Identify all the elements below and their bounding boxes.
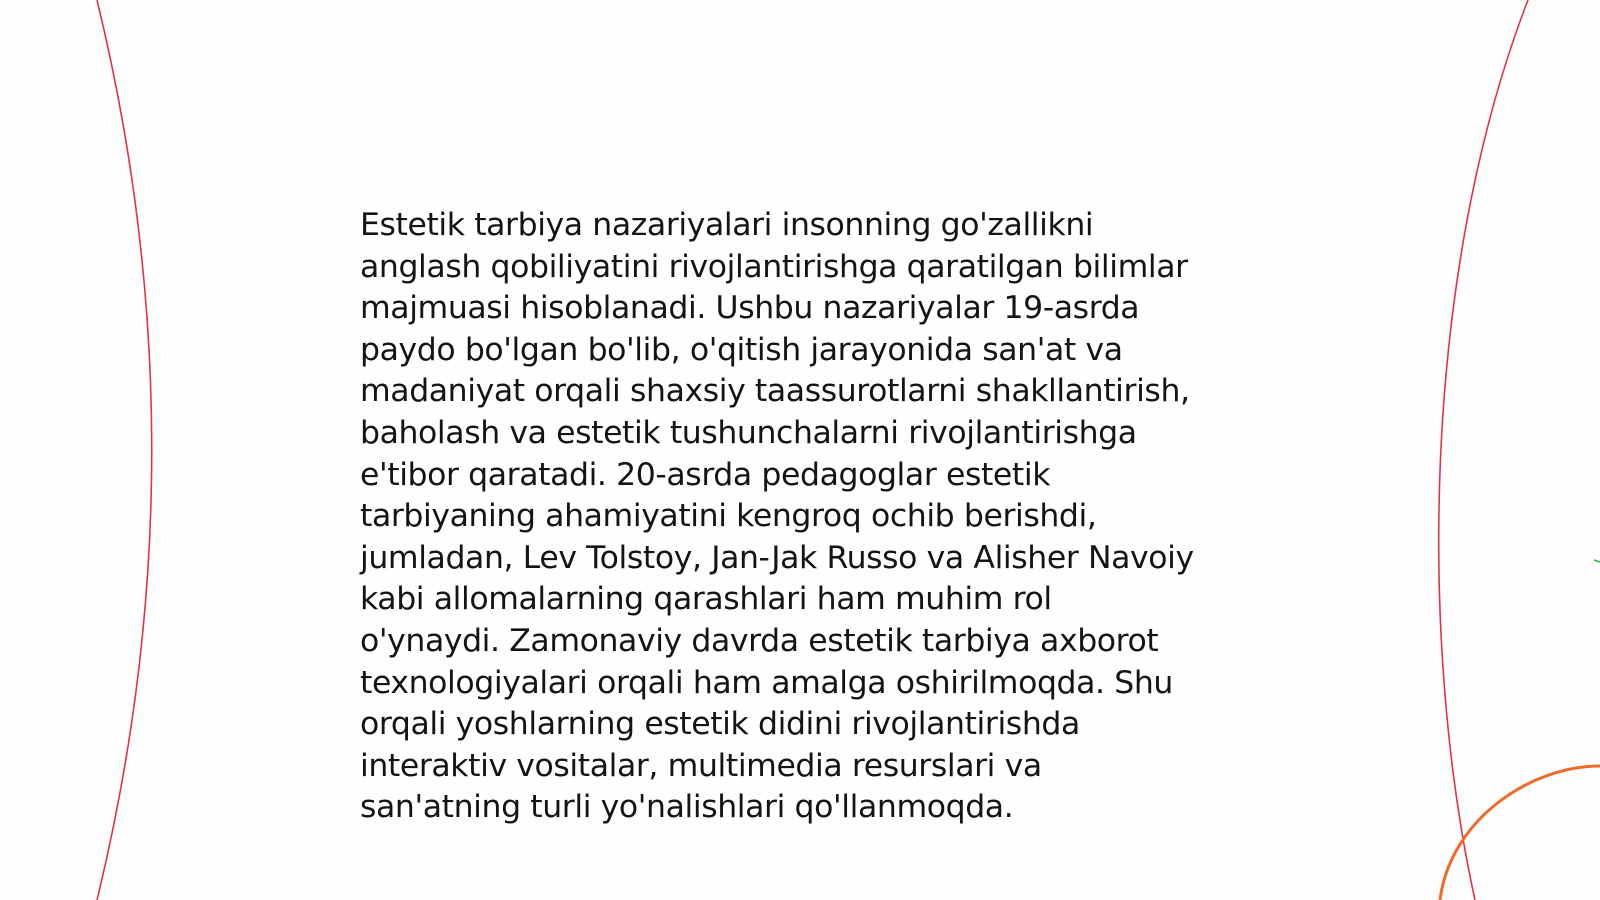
body-line: anglash qobiliyatini rivojlantirishga qaratilgan bilimlar — [360, 248, 1188, 285]
left-curve — [97, 0, 152, 900]
green-mark — [1594, 560, 1600, 562]
body-line: baholash va estetik tushunchalarni rivojlantirishga — [360, 414, 1137, 451]
body-line: tarbiyaning ahamiyatini kengroq ochib berishdi, — [360, 498, 1097, 535]
body-line: paydo bo'lgan bo'lib, o'qitish jarayonida san'at va — [360, 331, 1123, 368]
body-line: texnologiyalari orqali ham amalga oshirilmoqda. Shu — [360, 664, 1173, 701]
body-line: madaniyat orqali shaxsiy taassurotlarni shakllantirish, — [360, 373, 1190, 410]
body-paragraph — [360, 205, 1260, 829]
body-line: kabi allomalarning qarashlari ham muhim rol — [360, 581, 1052, 618]
body-line: interaktiv vositalar, multimedia resurslari va — [360, 747, 1042, 784]
right-curve — [1439, 0, 1528, 900]
body-line: san'atning turli yo'nalishlari qo'llanmoqda. — [360, 789, 1014, 826]
body-line: e'tibor qaratadi. 20-asrda pedagoglar estetik — [360, 456, 1051, 493]
body-line: majmuasi hisoblanadi. Ushbu nazariyalar 19-asrda — [360, 290, 1140, 327]
body-line: Estetik tarbiya nazariyalari insonning go'zallikni — [360, 207, 1094, 243]
body-line: jumladan, Lev Tolstoy, Jan-Jak Russo va Alisher Navoiy — [360, 539, 1194, 576]
body-line: orqali yoshlarning estetik didini rivojlantirishda — [360, 706, 1080, 743]
body-line: o'ynaydi. Zamonaviy davrda estetik tarbiya axborot — [360, 622, 1159, 659]
orange-arc — [1440, 766, 1600, 900]
